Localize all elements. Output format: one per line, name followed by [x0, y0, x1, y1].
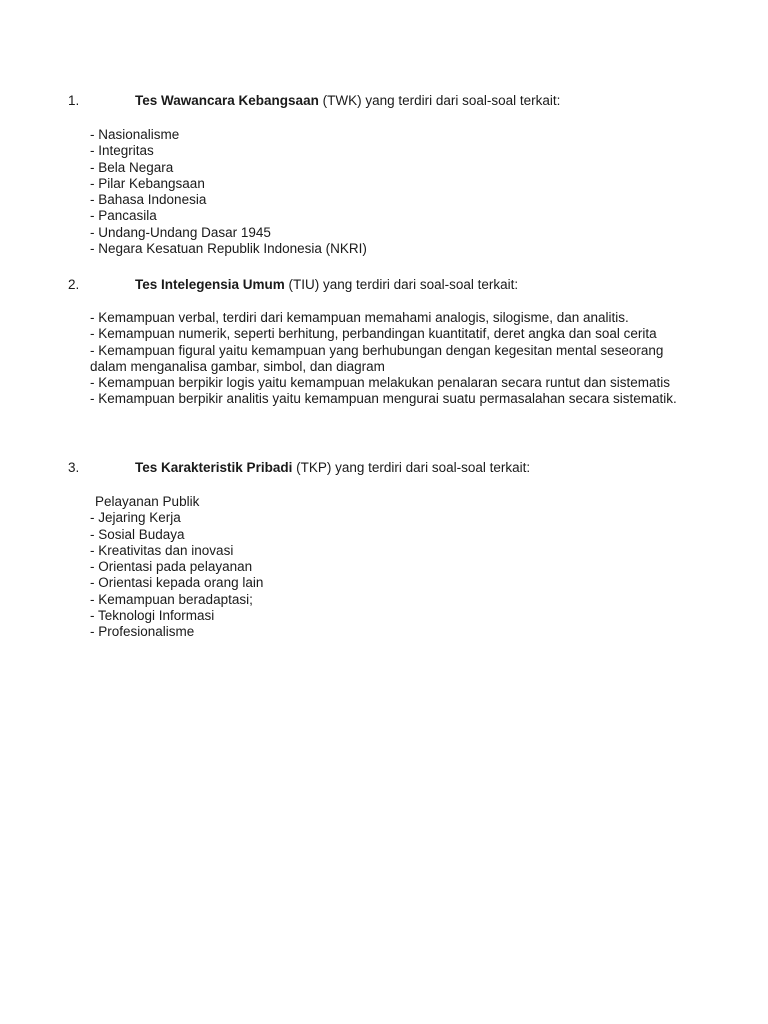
list-item: - Kemampuan berpikir logis yaitu kemampuan melakukan penalaran secara runtut dan sistematis [90, 375, 671, 391]
list-item: - Pilar Kebangsaan [90, 175, 205, 191]
section-number: 1. [68, 93, 80, 108]
section-heading [0, 460, 768, 477]
list-item: - Kemampuan verbal, terdiri dari kemampuan memahami analogis, silogisme, dan analitis. [90, 310, 629, 325]
section-number: 3. [68, 460, 80, 475]
section-title [135, 460, 530, 476]
list-item: - Orientasi pada pelayanan [90, 559, 253, 575]
section-number: 2. [68, 277, 80, 292]
section-twk [0, 93, 768, 257]
list-item: - Orientasi kepada orang lain [90, 575, 264, 591]
list-item: - Kreativitas dan inovasi [90, 542, 234, 558]
section-title-bold: Tes Intelegensia Umum [135, 277, 285, 292]
list-item: - Undang-Undang Dasar 1945 [90, 224, 271, 240]
list-item: - Kemampuan beradaptasi; [90, 591, 253, 607]
section-tiu [0, 277, 768, 407]
list-item: - Kemampuan figural yaitu kemampuan yang berhubungan dengan kegesitan mental seseorang dalam menganalisa gambar, simbol, dan diagram [90, 342, 664, 374]
list-item: - Nasionalisme [90, 127, 180, 142]
list-item: - Profesionalisme [90, 624, 195, 640]
section-title-rest: (TKP) yang terdiri dari soal-soal terkait: [292, 460, 531, 475]
list-item: - Bela Negara [90, 159, 174, 175]
list-item: Pelayanan Publik [95, 494, 200, 509]
topic-list [90, 494, 690, 641]
topic-list [90, 127, 690, 257]
section-title-rest: (TWK) yang terdiri dari soal-soal terkait: [318, 93, 561, 108]
section-heading [0, 93, 768, 110]
list-item: - Kemampuan numerik, seperti berhitung, perbandingan kuantitatif, deret angka dan soal cerita [90, 326, 657, 342]
section-title-bold: Tes Karakteristik Pribadi [135, 460, 293, 475]
list-item: - Integritas [90, 143, 154, 159]
section-title-bold: Tes Wawancara Kebangsaan [135, 93, 319, 108]
list-item: - Sosial Budaya [90, 526, 185, 542]
list-item: - Pancasila [90, 208, 157, 224]
list-item: - Bahasa Indonesia [90, 192, 207, 208]
section-tkp [0, 460, 768, 640]
section-title [135, 277, 518, 293]
list-item: - Negara Kesatuan Republik Indonesia (NKRI) [90, 241, 367, 257]
section-heading [0, 277, 768, 294]
topic-list [90, 310, 690, 408]
section-title [135, 93, 560, 109]
list-item: - Teknologi Informasi [90, 608, 215, 624]
section-title-rest: (TIU) yang terdiri dari soal-soal terkait: [284, 277, 519, 292]
list-item: - Kemampuan berpikir analitis yaitu kemampuan mengurai suatu permasalahan secara sistematik. [90, 391, 677, 407]
list-item: - Jejaring Kerja [90, 510, 181, 526]
